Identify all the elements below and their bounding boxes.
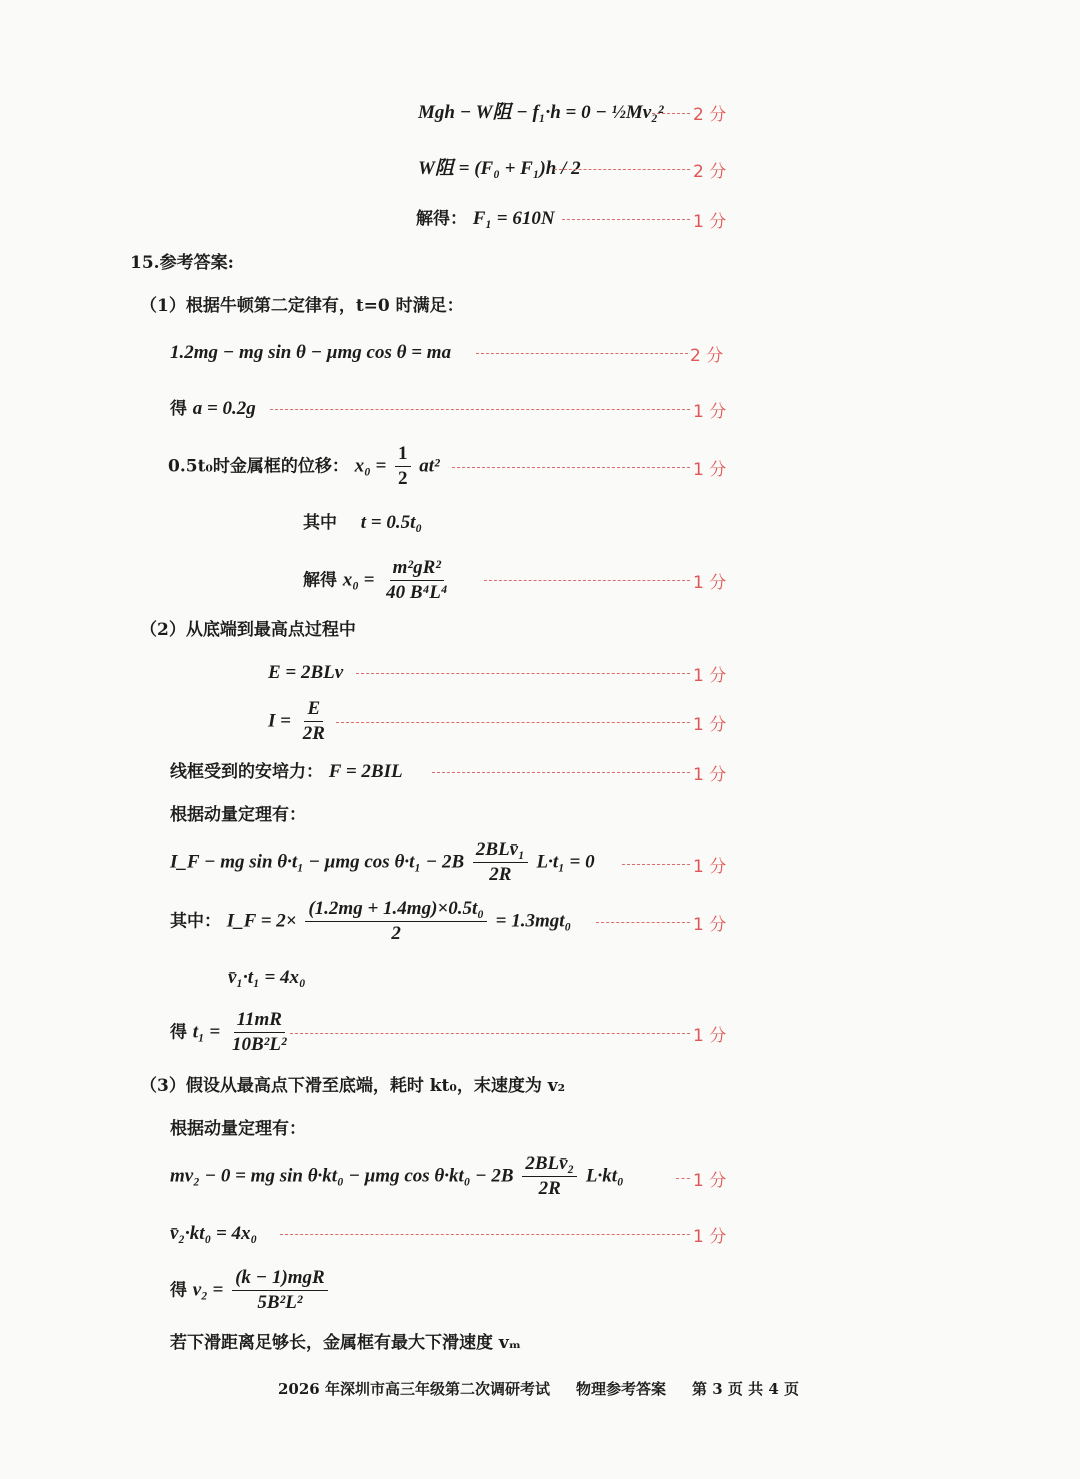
fraction-numerator: 1 [395,442,411,467]
momentum-fraction [473,838,528,887]
fraction-numerator: 11mR [234,1008,285,1033]
where-label: 其中： [170,911,221,932]
score-mark: 1 分 [693,402,727,422]
score-mark: 1 分 [693,715,727,735]
acceleration-line [170,397,256,421]
momentum-rhs: L·t₁ = 0 [536,851,595,873]
impulse-rhs: = 1.3mgt₀ [495,910,572,932]
acceleration-value: a = 0.2g [192,398,256,419]
score-leader [596,922,690,923]
score-mark: 2 分 [693,105,727,125]
current-line [268,697,331,746]
fraction-numerator: 2BLv̄₂ [522,1152,577,1177]
score-mark: 1 分 [693,765,727,785]
where-label: 其中 [303,513,337,533]
score-mark: 1 分 [693,1026,727,1046]
fraction-numerator: 2BLv̄₁ [473,838,528,863]
fraction-numerator: (1.2mg + 1.4mg)×0.5t₀ [305,897,487,922]
impulse-lhs: I_F = 2× [226,910,297,932]
v2-fraction [232,1266,328,1315]
where-line [303,511,422,535]
solve-label: 解得 [303,570,337,591]
ampere-line [170,760,403,784]
half-fraction [395,442,411,491]
momentum-lhs: I_F − mg sin θ·t₁ − μmg cos θ·t₁ − 2B [170,851,465,873]
subject-title: 物理参考答案 [575,1380,666,1398]
score-leader [290,1033,690,1034]
solve-line [416,207,555,231]
displacement-rhs: at² [419,455,440,477]
newton-equation: 1.2mg − mg sin θ − μmg cos θ = ma [170,342,452,363]
part2-heading: （2）从底端到最高点过程中 [140,620,356,640]
score-mark: 2 分 [690,346,724,366]
score-leader [336,722,690,723]
fraction-denominator: 2R [538,1178,561,1199]
score-mark: 1 分 [693,212,727,232]
score-mark: 1 分 [693,666,727,686]
part1-heading: （1）根据牛顿第二定律有，t=0 时满足： [140,296,464,316]
get-prefix: 得 [170,399,187,419]
score-leader [476,353,688,354]
page-footer [278,1378,799,1399]
work-resistance-equation: W阻 = (F₀ + F₁)h / 2 [418,158,581,179]
score-leader [452,467,690,468]
velocity-time-equation: v̄₂·kt₀ = 4x₀ [170,1223,258,1244]
energy-equation: Mgh − W阻 − f₁·h = 0 − ½Mv₂² [418,102,664,123]
score-mark: 1 分 [693,573,727,593]
momentum-lhs: mv₂ − 0 = mg sin θ·kt₀ − μmg cos θ·kt₀ − 2B [170,1165,514,1187]
score-mark: 1 分 [693,857,727,877]
ampere-equation: F = 2BIL [328,761,403,782]
t1-fraction [229,1008,290,1057]
fraction-denominator: 2 [398,468,408,489]
fraction-denominator: 5B²L² [257,1292,303,1313]
impulse-fraction [305,897,487,946]
solve-label: 解得： [416,209,467,229]
displacement-line [168,442,440,491]
velocity-time-equation: v̄₁·t₁ = 4x₀ [228,967,306,988]
score-mark: 1 分 [693,1171,727,1191]
where-equation: t = 0.5t₀ [360,512,422,533]
page-number: 第 3 页 共 4 页 [692,1380,799,1398]
x0-fraction [383,556,450,605]
score-leader [562,219,690,220]
score-mark: 1 分 [693,460,727,480]
solve-value: F₁ = 610N [472,208,555,229]
score-leader [554,169,690,170]
score-mark: 2 分 [693,162,727,182]
fraction-denominator: 2 [391,923,401,944]
fraction-numerator: (k − 1)mgR [232,1266,328,1291]
fraction-numerator: E [304,697,323,722]
fraction-numerator: m²gR² [390,556,444,581]
current-fraction [300,697,328,746]
solution-x0-line [303,556,453,605]
score-mark: 1 分 [693,1227,727,1247]
v2-lhs: v₂ = [192,1279,224,1301]
t1-line [170,1008,293,1057]
momentum-equation-line [170,1152,624,1201]
score-leader [270,409,690,410]
score-leader [622,864,690,865]
part3-heading: （3）假设从最高点下滑至底端，耗时 kt₀，末速度为 v₂ [140,1076,566,1096]
fraction-denominator: 40 B⁴L⁴ [386,582,448,603]
max-velocity-note: 若下滑距离足够长，金属框有最大下滑速度 vₘ [170,1333,522,1353]
score-leader [652,113,690,114]
score-leader [280,1234,690,1235]
score-mark: 1 分 [693,915,727,935]
emf-equation: E = 2BLv [268,662,344,683]
displacement-lhs: x₀ = [354,455,387,477]
score-leader [676,1178,690,1179]
momentum-fraction [522,1152,577,1201]
momentum-rhs: L·kt₀ [585,1165,624,1187]
x0-lhs: x₀ = [342,569,375,591]
displacement-label: 0.5t₀时金属框的位移： [168,456,349,477]
momentum-equation-line [170,838,595,887]
score-leader [356,673,690,674]
t1-lhs: t₁ = [192,1021,221,1043]
v2-line [170,1266,331,1315]
question-title: 15.参考答案: [130,253,234,273]
fraction-denominator: 2R [302,723,325,744]
momentum-label: 根据动量定理有： [170,805,306,825]
get-prefix: 得 [170,1280,187,1301]
current-lhs: I = [268,710,291,732]
score-leader [484,580,690,581]
momentum-label: 根据动量定理有： [170,1119,306,1139]
fraction-denominator: 2R [489,864,512,885]
score-leader [432,772,690,773]
get-prefix: 得 [170,1022,187,1043]
ampere-label: 线框受到的安培力： [170,762,323,782]
impulse-line [170,897,571,946]
fraction-denominator: 10B²L² [231,1034,287,1055]
exam-title: 2026 年深圳市高三年级第二次调研考试 [278,1380,550,1398]
